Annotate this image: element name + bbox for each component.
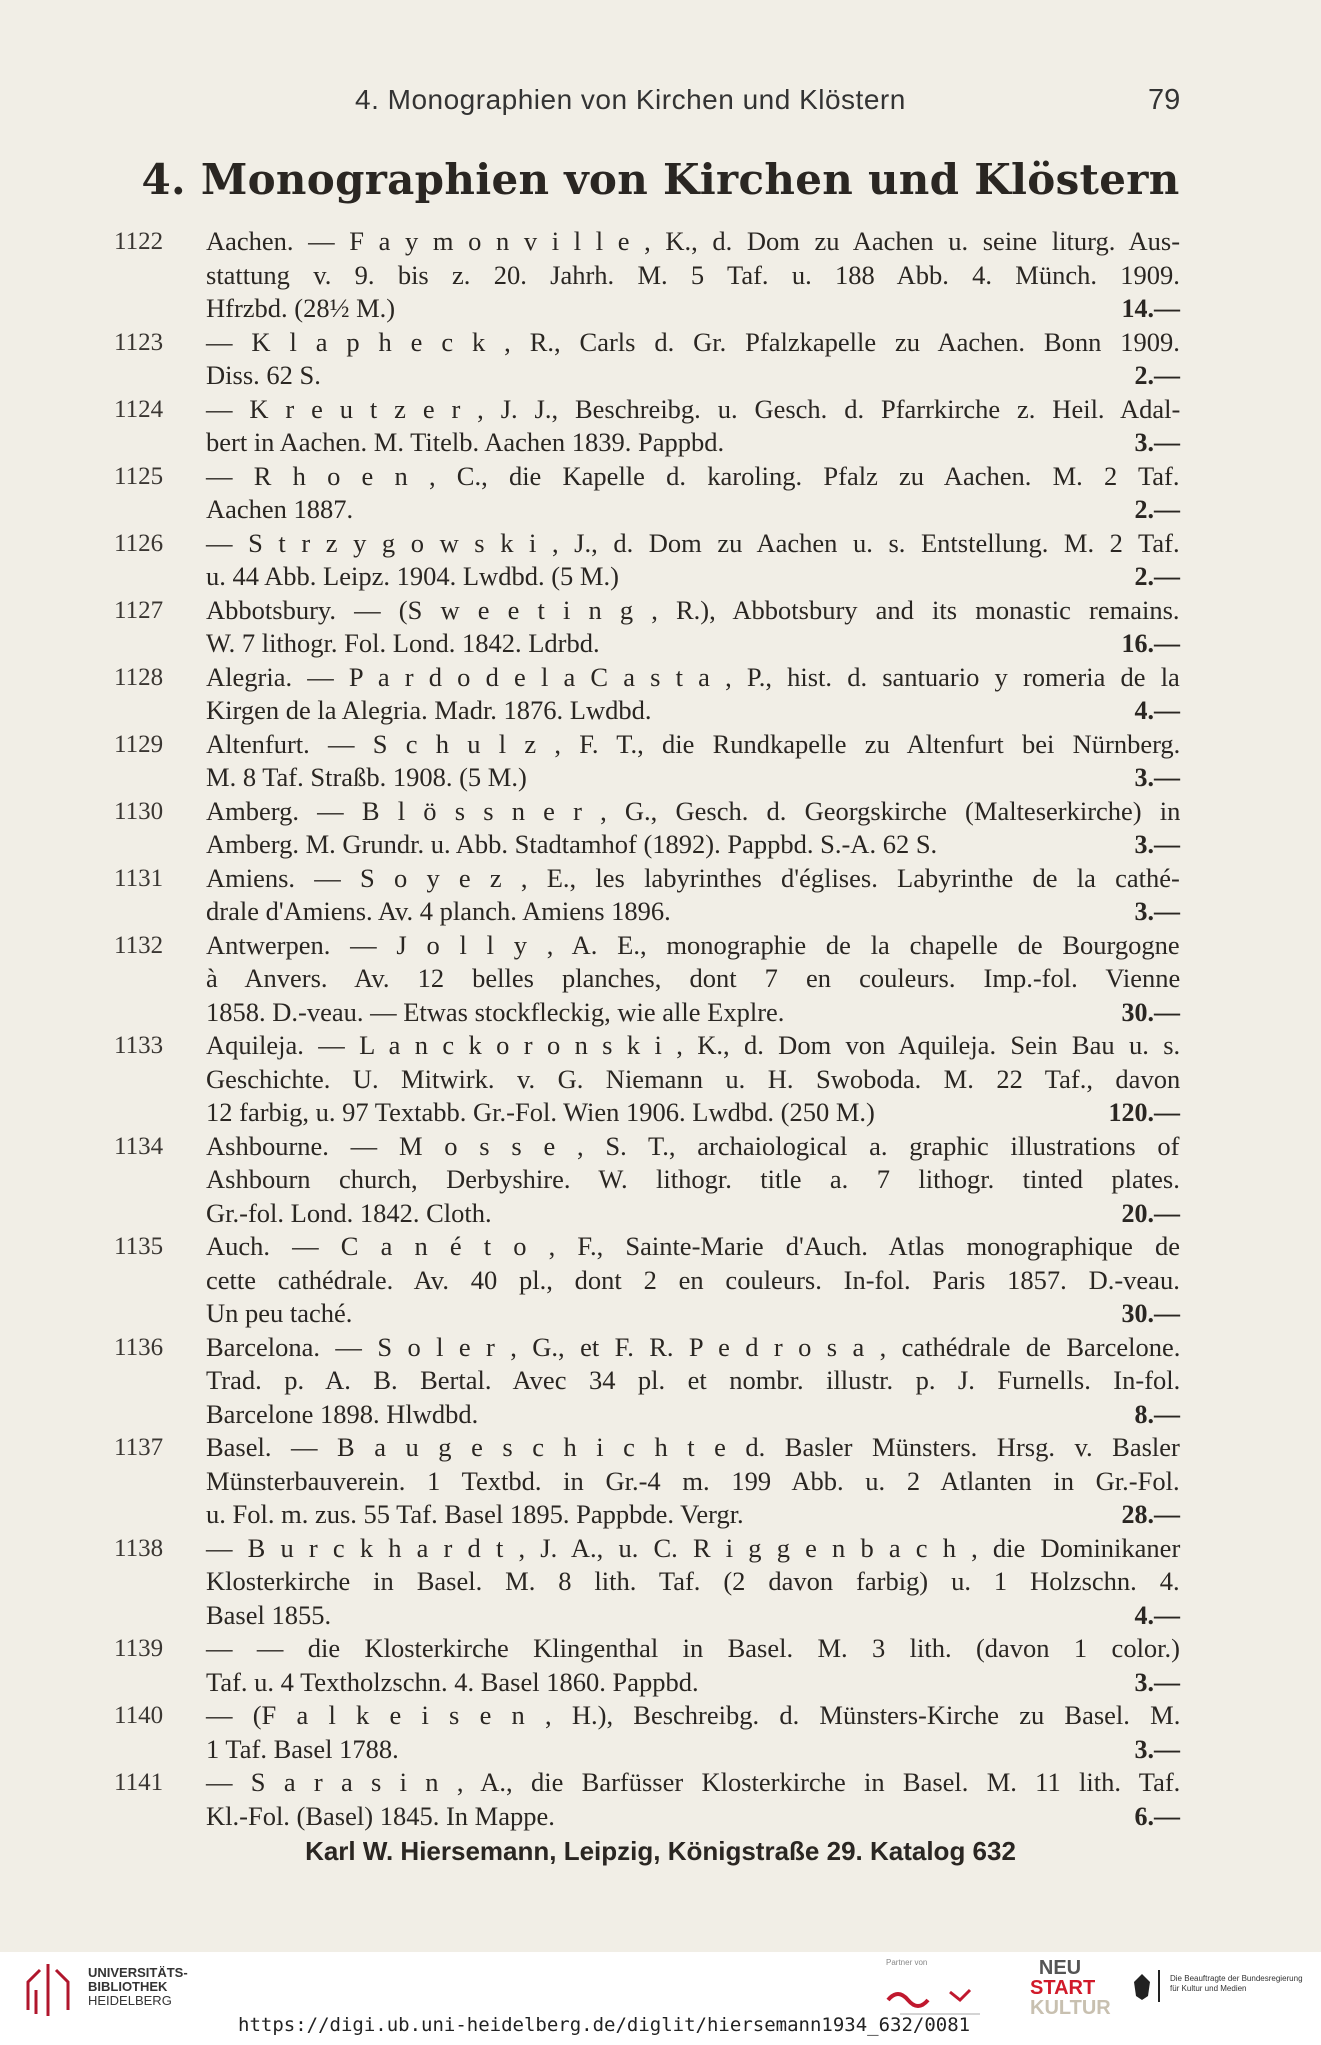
entry-line-text: W. 7 lithogr. Fol. Lond. 1842. Ldrbd. [206,628,600,658]
page-number: 79 [1148,84,1181,116]
entry-line-text: 1858. D.-veau. — Etwas stockfleckig, wie alle Explre. [206,996,785,1027]
entry-number: 1139 [114,1635,164,1662]
catalog-entry [0,225,1321,326]
entry-text [206,1130,1180,1231]
federal-government-text: Die Beauftragte der Bundesregierung für Kultur und Medien [1170,1974,1303,1993]
entry-line-text: — R h o e n , C., die Kapelle d. karoling. Pfalz zu Aachen. M. 2 Taf. [206,460,1180,491]
entry-price: 4.— [1134,696,1180,725]
entry-line-text: Basel. — B a u g e s c h i c h t e d. Basler Münsters. Hrsg. v. Basler [206,1432,1180,1462]
entry-line-text: M. 8 Taf. Straßb. 1908. (5 M.) [206,762,527,792]
federal-eagle-icon [1122,1966,1162,2006]
neustart-line2: START [1030,1977,1096,1999]
catalog-entry [0,795,1321,862]
entry-line [206,326,1180,360]
digitization-bar [0,1952,1321,2045]
entry-text [206,728,1180,795]
entry-line-text: Geschichte. U. Mitwirk. v. G. Niemann u. H. Swoboda. M. 22 Taf., davon [206,1063,1181,1094]
entry-line [206,694,1180,728]
entry-number: 1132 [114,931,164,959]
entry-line-text: Auch. — C a n é t o , F., Sainte-Marie d'Auch. Atlas monographique de [206,1231,1181,1261]
entry-line [206,1565,1180,1599]
entry-line-text: — — die Klosterkirche Klingenthal in Basel. M. 3 lith. (davon 1 color.) [206,1633,1180,1663]
entry-text [206,1632,1180,1699]
entry-line-text: Amiens. — S o y e z , E., les labyrinthes d'églises. Labyrinthe de la cathé- [206,862,1180,893]
entry-line [206,895,1180,929]
entry-price: 8.— [1134,1399,1180,1429]
library-name-line1: UNIVERSITÄTS- [88,1965,188,1980]
page-header [0,84,1321,128]
catalog-entry [0,594,1321,661]
entry-line-text: Münsterbauverein. 1 Textbd. in Gr.-4 m. 199 Abb. u. 2 Atlanten in Gr.-Fol. [206,1465,1180,1496]
entry-line-text: u. 44 Abb. Leipz. 1904. Lwdbd. (5 M.) [206,561,619,591]
entry-line-text: — S a r a s i n , A., die Barfüsser Klosterkirche in Basel. M. 11 lith. Taf. [206,1767,1181,1797]
entry-line-text: Un peu taché. [206,1298,353,1328]
catalog-entry [0,1632,1321,1699]
partner-label: Partner von [886,1958,928,1967]
entry-number: 1128 [114,663,164,691]
entry-line [206,359,1180,393]
entry-line-text: Aachen 1887. [206,494,354,524]
catalog-footer: Karl W. Hiersemann, Leipzig, Königstraße 29. Katalog 632 [305,1836,1016,1866]
entry-line-text: Trad. p. A. B. Bertal. Avec 34 pl. et nombr. illustr. p. J. Furnells. In-fol. [206,1365,1181,1395]
entry-line [206,1096,1180,1130]
entry-line [206,527,1180,561]
entry-line-text: Barcelona. — S o l e r , G., et F. R. P e d r o s a , cathédrale de Barcelone. [206,1331,1181,1362]
entry-line-text: Kl.-Fol. (Basel) 1845. In Mappe. [206,1800,555,1831]
entry-text [206,929,1180,1030]
entry-line-text: — (F a l k e i s e n , H.), Beschreibg. d. Münsters-Kirche zu Basel. M. [206,1700,1181,1730]
entry-price: 30.— [1121,997,1180,1027]
catalog-entry [0,862,1321,929]
entry-line [206,1632,1180,1666]
entry-number: 1129 [114,730,164,758]
entry-number: 1124 [114,395,164,423]
entry-text [206,393,1180,460]
catalog-entry [0,1699,1321,1766]
entry-line [206,1766,1180,1800]
entry-line [206,1297,1180,1331]
library-name-line3: HEIDELBERG [88,1993,172,2008]
entry-number: 1125 [114,462,164,490]
entry-line-text: 1 Taf. Basel 1788. [206,1733,399,1764]
entry-line [206,1331,1180,1365]
entry-price: 20.— [1121,1198,1180,1228]
entry-line [206,1130,1180,1164]
entry-line-text: Kirgen de la Alegria. Madr. 1876. Lwdbd. [206,695,652,725]
entry-number: 1127 [114,596,164,624]
entry-line [206,1029,1180,1063]
entry-price: 4.— [1134,1600,1180,1630]
entry-line-text: Taf. u. 4 Textholzschn. 4. Basel 1860. Pappbd. [206,1666,699,1697]
entry-line-text: Aquileja. — L a n c k o r o n s k i , K., d. Dom von Aquileja. Sein Bau u. s. [206,1030,1181,1060]
entry-number: 1122 [114,228,164,255]
entry-line-text: Abbotsbury. — (S w e e t i n g , R.), Abbotsbury and its monastic remains. [206,594,1180,625]
entry-text [206,1766,1180,1833]
entry-line [206,292,1180,326]
catalog-entry [0,1331,1321,1432]
entry-line [206,426,1180,460]
entry-text [206,862,1180,929]
running-title: 4. Monographien von Kirchen und Klöstern [355,84,906,115]
entry-line-text: bert in Aachen. M. Titelb. Aachen 1839. Pappbd. [206,427,725,457]
entry-line [206,1498,1180,1532]
entry-line [206,1666,1180,1700]
entry-text [206,1029,1180,1130]
entry-line-text: u. Fol. m. zus. 55 Taf. Basel 1895. Pappbde. Vergr. [206,1499,744,1529]
entry-line-text: Alegria. — P a r d o d e l a C a s t a , P., hist. d. santuario y romeria de la [206,661,1180,692]
entry-line-text: — B u r c k h a r d t , J. A., u. C. R i g g e n b a c h , die Dominikaner [206,1532,1181,1563]
entry-price: 14.— [1121,294,1180,323]
federal-government-logo [1122,1966,1312,2026]
entry-line [206,1733,1180,1767]
entry-price: 3.— [1134,897,1180,926]
entry-number: 1134 [114,1132,164,1160]
entry-line [206,259,1180,293]
entry-price: 30.— [1121,1299,1180,1328]
entry-line [206,929,1180,963]
entry-line [206,661,1180,695]
entry-line [206,1599,1180,1633]
entry-line-text: drale d'Amiens. Av. 4 planch. Amiens 1896. [206,896,671,926]
entry-number: 1133 [114,1032,164,1059]
entry-line-text: Ashbourn church, Derbyshire. W. lithogr. title a. 7 lithogr. tinted plates. [206,1164,1180,1194]
entry-text [206,527,1180,594]
entry-line [206,1465,1180,1499]
catalog-entry [0,527,1321,594]
catalog-entry [0,929,1321,1030]
entry-number: 1126 [114,529,164,557]
entry-line [206,962,1180,996]
neustart-line1: NEU [1038,1957,1082,1979]
entry-line-text: Amberg. M. Grundr. u. Abb. Stadtamhof (1892). Pappbd. S.-A. 62 S. [206,829,938,859]
entry-text [206,326,1180,393]
catalog-entry [0,661,1321,728]
entry-line [206,493,1180,527]
entry-text [206,1431,1180,1532]
entry-price: 3.— [1134,763,1180,792]
entry-number: 1130 [114,797,164,825]
entry-number: 1136 [114,1333,164,1361]
entry-line [206,761,1180,795]
entry-line-text: Aachen. — F a y m o n v i l l e , K., d. Dom zu Aachen u. seine liturg. Aus- [206,226,1181,256]
entry-line-text: Antwerpen. — J o l l y , A. E., monographie de la chapelle de Bourgogne [206,929,1180,960]
entry-text [206,1331,1180,1432]
catalog-entry [0,326,1321,393]
catalog-entry [0,1230,1321,1331]
entry-price: 3.— [1134,428,1180,457]
library-name-line2: BIBLIOTHEK [88,1979,168,1994]
entry-line [206,1163,1180,1197]
entry-line-text: Amberg. — B l ö s s n e r , G., Gesch. d. Georgskirche (Malteserkirche) in [206,795,1181,826]
entry-number: 1135 [114,1233,164,1260]
entry-line [206,594,1180,628]
partner-logo-icon [880,1970,1000,2030]
catalog-entry [0,728,1321,795]
entry-text [206,1532,1180,1633]
entry-line-text: Gr.-fol. Lond. 1842. Cloth. [206,1197,492,1228]
catalog-entry [0,1130,1321,1231]
entry-text [206,460,1180,527]
entry-line-text: Ashbourne. — M o s s e , S. T., archaiological a. graphic illustrations of [206,1130,1180,1161]
entry-line [206,728,1180,762]
entry-number: 1140 [114,1702,164,1729]
entry-line [206,996,1180,1030]
entry-line [206,1063,1180,1097]
entry-price: 28.— [1121,1500,1180,1529]
entry-line [206,1532,1180,1566]
entry-line [206,1800,1180,1834]
entry-line [206,460,1180,494]
entry-price: 120.— [1108,1098,1180,1127]
university-library-logo-icon [18,1960,78,2020]
entry-number: 1141 [114,1769,164,1796]
entry-line-text: Basel 1855. [206,1599,332,1630]
catalog-entry [0,1029,1321,1130]
entry-price: 3.— [1134,1667,1180,1697]
entry-line-text: 12 farbig, u. 97 Textabb. Gr.-Fol. Wien 1906. Lwdbd. (250 M.) [206,1097,875,1127]
entry-line [206,1699,1180,1733]
entry-text [206,225,1180,326]
catalog-entries [0,225,1321,1833]
entry-line [206,828,1180,862]
entry-line-text: — K l a p h e c k , R., Carls d. Gr. Pfalzkapelle zu Aachen. Bonn 1909. [206,326,1180,357]
entry-text [206,1230,1180,1331]
entry-line [206,1431,1180,1465]
library-name [88,1966,188,2008]
entry-line-text: Barcelone 1898. Hlwdbd. [206,1398,479,1429]
catalog-entry [0,1532,1321,1633]
entry-number: 1138 [114,1534,164,1562]
entry-text [206,661,1180,728]
entry-line-text: Hfrzbd. (28½ M.) [206,293,396,323]
catalog-entry [0,393,1321,460]
entry-line [206,1197,1180,1231]
entry-price: 16.— [1121,629,1180,658]
entry-text [206,795,1180,862]
catalog-entry [0,460,1321,527]
section-title: 4. Monographien von Kirchen und Klöstern [141,155,1180,204]
entry-price: 2.— [1134,495,1180,524]
entry-line-text: — S t r z y g o w s k i , J., d. Dom zu Aachen u. s. Entstellung. M. 2 Taf. [206,527,1180,558]
entry-number: 1137 [114,1434,164,1461]
entry-line-text: à Anvers. Av. 12 belles planches, dont 7 en couleurs. Imp.-fol. Vienne [206,963,1181,993]
entry-number: 1123 [114,328,164,356]
entry-price: 6.— [1134,1801,1180,1831]
entry-line-text: Diss. 62 S. [206,360,321,390]
entry-line-text: stattung v. 9. bis z. 20. Jahrh. M. 5 Taf. u. 188 Abb. 4. Münch. 1909. [206,259,1180,290]
entry-line [206,795,1180,829]
neustart-line3: KULTUR [1030,1997,1111,2019]
entry-line [206,560,1180,594]
entry-price: 2.— [1134,562,1180,591]
entry-line [206,1398,1180,1432]
entry-price: 3.— [1134,830,1180,859]
entry-line [206,627,1180,661]
catalog-entry [0,1431,1321,1532]
entry-price: 2.— [1134,361,1180,390]
entry-line [206,225,1180,259]
neustart-kultur-logo [1030,1957,1111,2036]
entry-text [206,594,1180,661]
entry-number: 1131 [114,864,164,892]
entry-price: 3.— [1134,1734,1180,1764]
entry-line-text: cette cathédrale. Av. 40 pl., dont 2 en couleurs. In-fol. Paris 1857. D.-veau. [206,1264,1180,1295]
entry-line-text: — K r e u t z e r , J. J., Beschreibg. u. Gesch. d. Pfarrkirche z. Heil. Adal- [206,393,1181,424]
entry-line [206,1364,1180,1398]
entry-line [206,393,1180,427]
entry-line [206,1264,1180,1298]
catalog-entry [0,1766,1321,1833]
entry-line [206,1230,1180,1264]
entry-line [206,862,1180,896]
entry-text [206,1699,1180,1766]
entry-line-text: Altenfurt. — S c h u l z , F. T., die Rundkapelle zu Altenfurt bei Nürnberg. [206,728,1181,759]
entry-line-text: Klosterkirche in Basel. M. 8 lith. Taf. (2 davon farbig) u. 1 Holzschn. 4. [206,1566,1180,1596]
permalink-url[interactable]: https://digi.ub.uni-heidelberg.de/diglit/hiersemann1934_632/0081 [238,2014,971,2036]
